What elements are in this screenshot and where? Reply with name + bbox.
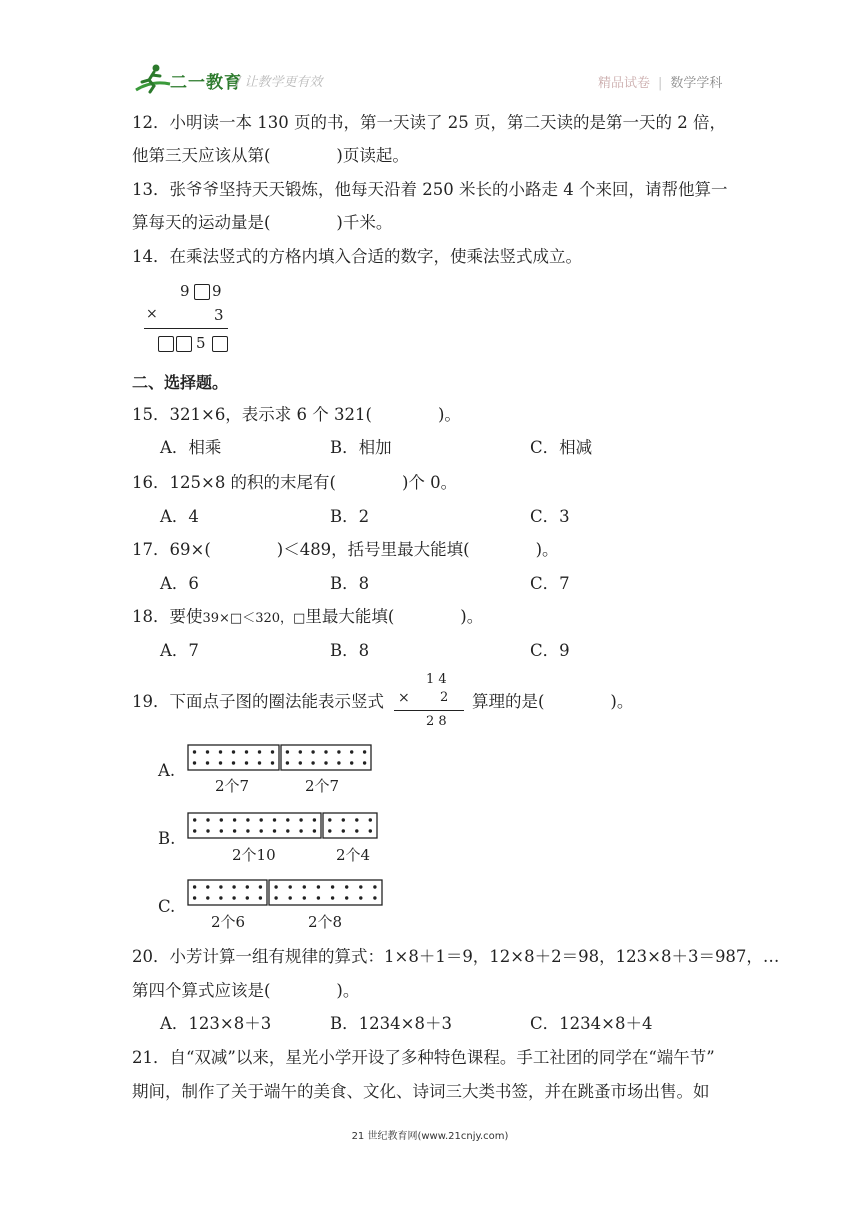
q18-formula: 39×□＜320， bbox=[202, 611, 294, 626]
dot bbox=[311, 761, 314, 764]
dot bbox=[245, 750, 248, 753]
dot bbox=[271, 761, 274, 764]
q14-multiplier: 3 bbox=[214, 306, 224, 324]
q18-option-b[interactable]: B．8 bbox=[330, 641, 370, 660]
q19-result-line bbox=[394, 710, 464, 711]
dot bbox=[206, 896, 209, 899]
dot bbox=[313, 829, 316, 832]
dot bbox=[345, 896, 348, 899]
q18-stem-start: 18．要使 bbox=[132, 607, 203, 626]
page-header bbox=[0, 0, 860, 110]
page-footer: 21 世纪教育网(www.21cnjy.com) bbox=[351, 1131, 509, 1142]
q20-line-2: 第四个算式应该是( )。 bbox=[132, 981, 360, 1000]
q18-box-symbol: □ bbox=[293, 611, 306, 626]
dot bbox=[317, 896, 320, 899]
dot bbox=[369, 829, 372, 832]
dot bbox=[286, 818, 289, 821]
dot bbox=[328, 829, 331, 832]
dot bbox=[245, 761, 248, 764]
dot bbox=[246, 818, 249, 821]
dot bbox=[206, 829, 209, 832]
dot bbox=[324, 761, 327, 764]
dot bbox=[206, 885, 209, 888]
q16-option-b[interactable]: B．2 bbox=[330, 507, 370, 526]
q15-option-a[interactable]: A．相乘 bbox=[160, 438, 222, 457]
dot bbox=[259, 885, 262, 888]
dot bbox=[324, 750, 327, 753]
dot bbox=[359, 896, 362, 899]
q19-option-c-label[interactable]: C. bbox=[158, 897, 176, 916]
q16-stem: 16．125×8 的积的末尾有( )个 0。 bbox=[132, 473, 458, 492]
dot bbox=[232, 750, 235, 753]
q18-stem-end: 里最大能填( )。 bbox=[305, 607, 484, 626]
dot bbox=[289, 896, 292, 899]
q19-product: 2 8 bbox=[426, 714, 447, 729]
q17-option-a[interactable]: A．6 bbox=[160, 574, 199, 593]
logo-runner-icon bbox=[132, 62, 172, 94]
dot bbox=[193, 885, 196, 888]
dot bbox=[303, 896, 306, 899]
dot bbox=[273, 829, 276, 832]
q20-option-b[interactable]: B．1234×8＋3 bbox=[330, 1014, 452, 1033]
q14-vertical-multiplication bbox=[140, 280, 240, 360]
dot bbox=[232, 896, 235, 899]
dot bbox=[246, 885, 249, 888]
dot bbox=[232, 761, 235, 764]
dot bbox=[342, 829, 345, 832]
dot bbox=[299, 818, 302, 821]
dot bbox=[299, 829, 302, 832]
q19-option-a-label[interactable]: A. bbox=[158, 761, 176, 780]
dot bbox=[286, 750, 289, 753]
dot bbox=[355, 818, 358, 821]
q19-option-c-dot-diagram[interactable] bbox=[187, 879, 385, 907]
q19-option-b-left-label: 2个10 bbox=[232, 846, 276, 864]
dot bbox=[193, 818, 196, 821]
dot bbox=[258, 761, 261, 764]
q19-multiplicand: 1 4 bbox=[426, 672, 447, 687]
dot bbox=[206, 818, 209, 821]
subject-tag: 数学学科 bbox=[670, 76, 723, 91]
q19-vertical-multiplication bbox=[392, 672, 466, 732]
q14-blank-box[interactable] bbox=[176, 336, 192, 352]
dot bbox=[274, 896, 277, 899]
dot bbox=[206, 761, 209, 764]
q17-option-c[interactable]: C．7 bbox=[530, 574, 570, 593]
dot bbox=[337, 761, 340, 764]
dot bbox=[331, 885, 334, 888]
dot bbox=[259, 896, 262, 899]
dot bbox=[273, 818, 276, 821]
q14-result-line bbox=[144, 328, 228, 329]
dot bbox=[350, 750, 353, 753]
brand-name: 二一教育 bbox=[170, 73, 242, 93]
dot bbox=[373, 885, 376, 888]
dot bbox=[193, 761, 196, 764]
dot bbox=[219, 896, 222, 899]
dot bbox=[219, 885, 222, 888]
dot bbox=[193, 750, 196, 753]
dot bbox=[303, 885, 306, 888]
dot bbox=[193, 829, 196, 832]
q21-line-2: 期间，制作了关于端午的美食、文化、诗词三大类书签，并在跳蚤市场出售。如 bbox=[132, 1082, 710, 1101]
q16-option-a[interactable]: A．4 bbox=[160, 507, 199, 526]
q19-stem-end: 算理的是( )。 bbox=[472, 692, 634, 711]
q12-line-2: 他第三天应该从第( )页读起。 bbox=[132, 146, 409, 165]
q14-top-left-digit: 9 bbox=[180, 282, 190, 300]
q12-line-1: 12．小明读一本 130 页的书，第一天读了 25 页，第二天读的是第一天的 2 倍， bbox=[132, 113, 726, 132]
dot bbox=[258, 750, 261, 753]
q14-blank-box[interactable] bbox=[158, 336, 174, 352]
paper-tag: 精品试卷 bbox=[598, 76, 651, 91]
dot bbox=[220, 818, 223, 821]
q20-line-1: 20．小芳计算一组有规律的算式：1×8＋1＝9，12×8＋2＝98，123×8＋3＝987，… bbox=[132, 947, 780, 966]
dot bbox=[289, 885, 292, 888]
q17-option-b[interactable]: B．8 bbox=[330, 574, 370, 593]
dot bbox=[311, 750, 314, 753]
dot bbox=[350, 761, 353, 764]
q15-stem: 15．321×6，表示求 6 个 321( )。 bbox=[132, 405, 461, 424]
q15-option-b[interactable]: B．相加 bbox=[330, 438, 392, 457]
q19-option-c-right-label: 2个8 bbox=[308, 913, 343, 931]
q19-option-a-left-label: 2个7 bbox=[215, 777, 250, 795]
q18-stem bbox=[132, 606, 483, 630]
q14-blank-box[interactable] bbox=[194, 284, 210, 300]
dot bbox=[260, 818, 263, 821]
dot bbox=[373, 896, 376, 899]
dot bbox=[219, 761, 222, 764]
dot bbox=[206, 750, 209, 753]
section-title: 二、选择题。 bbox=[132, 373, 229, 392]
q19-times-sign: × bbox=[398, 690, 410, 706]
q13-line-1: 13．张爷爷坚持天天锻炼，他每天沿着 250 米长的小路走 4 个来回，请帮他算一 bbox=[132, 180, 728, 199]
q19-multiplier: 2 bbox=[440, 690, 449, 705]
q18-option-a[interactable]: A．7 bbox=[160, 641, 199, 660]
dot bbox=[286, 829, 289, 832]
dot bbox=[331, 896, 334, 899]
dot bbox=[233, 818, 236, 821]
dot bbox=[299, 750, 302, 753]
dot bbox=[286, 761, 289, 764]
dot bbox=[359, 885, 362, 888]
q18-option-c[interactable]: C．9 bbox=[530, 641, 570, 660]
q19-option-b-dot-diagram[interactable] bbox=[187, 812, 379, 840]
brand-slogan: / 让教学更有效 bbox=[236, 75, 323, 90]
dot bbox=[246, 896, 249, 899]
q19-option-a-dot-diagram[interactable] bbox=[187, 744, 373, 772]
dot bbox=[355, 829, 358, 832]
dot bbox=[271, 750, 274, 753]
dot bbox=[220, 829, 223, 832]
q17-stem: 17．69×( )＜489，括号里最大能填( )。 bbox=[132, 540, 559, 559]
dot bbox=[313, 818, 316, 821]
dot bbox=[345, 885, 348, 888]
q15-option-c[interactable]: C．相减 bbox=[530, 438, 593, 457]
q13-line-2: 算每天的运动量是( )千米。 bbox=[132, 213, 393, 232]
q19-option-c-left-label: 2个6 bbox=[211, 913, 246, 931]
header-tags bbox=[598, 72, 722, 91]
dot bbox=[363, 750, 366, 753]
dot bbox=[246, 829, 249, 832]
q14-top-right-digit: 9 bbox=[212, 282, 222, 300]
q19-option-b-right-label: 2个4 bbox=[336, 846, 371, 864]
dot bbox=[328, 818, 331, 821]
dot bbox=[337, 750, 340, 753]
dot bbox=[369, 818, 372, 821]
dot bbox=[193, 896, 196, 899]
q19-option-b-label[interactable]: B. bbox=[158, 829, 176, 848]
q14-blank-box[interactable] bbox=[212, 336, 228, 352]
q19-stem-start: 19．下面点子图的圈法能表示竖式 bbox=[132, 692, 384, 711]
q19-option-a-right-label: 2个7 bbox=[305, 777, 340, 795]
q21-line-1: 21．自“双减”以来，星光小学开设了多种特色课程。手工社团的同学在“端午节” bbox=[132, 1048, 715, 1067]
dot bbox=[317, 885, 320, 888]
q14-stem: 14．在乘法竖式的方格内填入合适的数字，使乘法竖式成立。 bbox=[132, 247, 582, 266]
q16-option-c[interactable]: C．3 bbox=[530, 507, 570, 526]
dot bbox=[232, 885, 235, 888]
dot bbox=[233, 829, 236, 832]
q20-option-c[interactable]: C．1234×8＋4 bbox=[530, 1014, 653, 1033]
header-divider: | bbox=[658, 76, 663, 91]
dot bbox=[219, 750, 222, 753]
dot bbox=[299, 761, 302, 764]
q20-option-a[interactable]: A．123×8＋3 bbox=[160, 1014, 272, 1033]
dot bbox=[274, 885, 277, 888]
dot bbox=[260, 829, 263, 832]
q14-times-sign: × bbox=[146, 306, 158, 322]
dot bbox=[363, 761, 366, 764]
q14-result-digit: 5 bbox=[196, 334, 206, 352]
dot bbox=[342, 818, 345, 821]
